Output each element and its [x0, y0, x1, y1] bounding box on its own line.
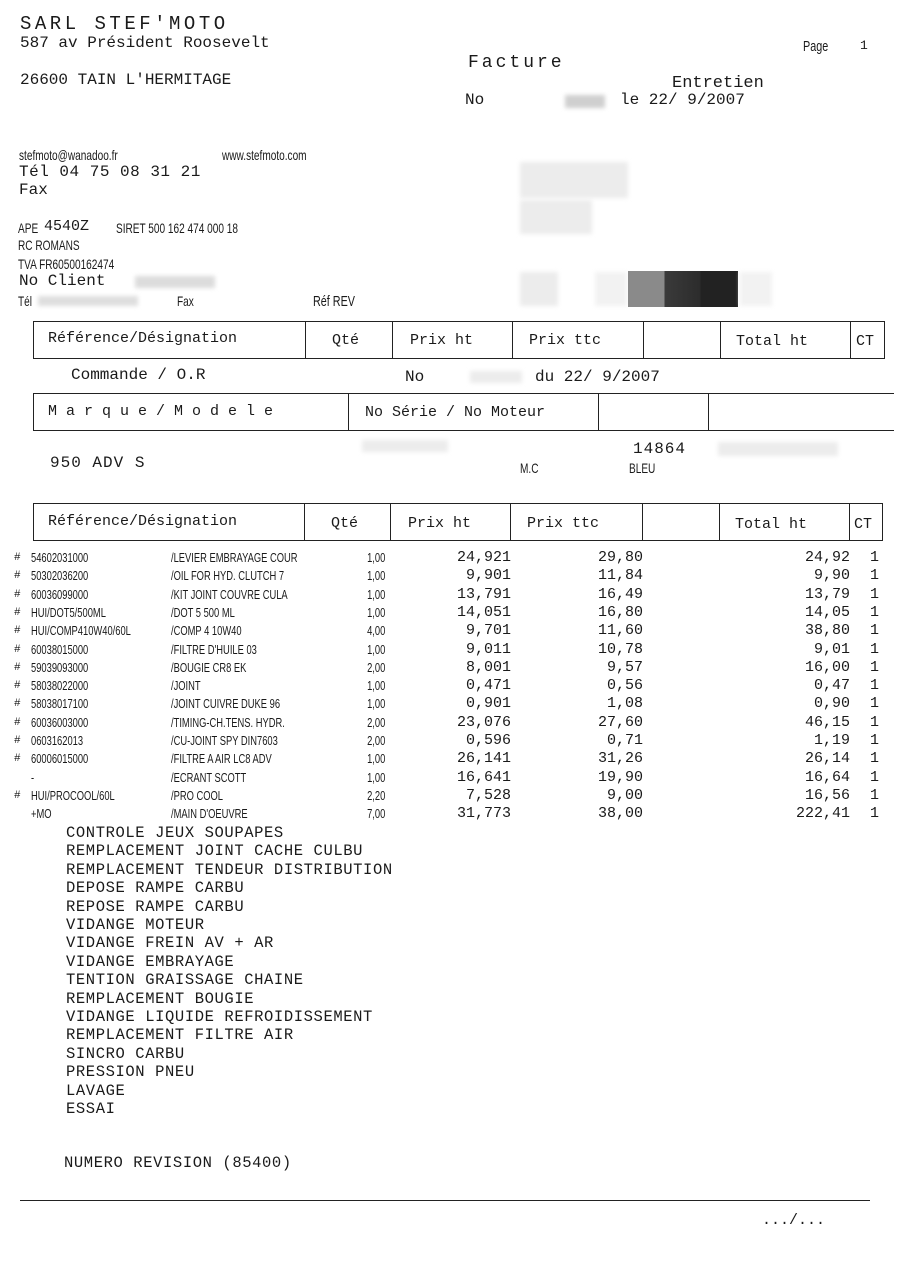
- row-mark: #: [14, 716, 21, 729]
- row-prix-ht: 23,076: [456, 713, 511, 731]
- row-total-ht: 24,92: [804, 549, 850, 566]
- client-no-redacted: [135, 276, 215, 288]
- row-mark: #: [14, 606, 21, 619]
- row-total-ht: 0,90: [813, 695, 850, 713]
- row-prix-ttc: 10,78: [597, 640, 643, 658]
- vehicle-model: 950 ADV S: [50, 454, 146, 472]
- row-mark: #: [14, 570, 21, 583]
- row-reference: 54602031000: [31, 550, 89, 565]
- company-name: SARL STEF'MOTO: [20, 13, 229, 35]
- operation-item: ESSAI: [66, 1100, 116, 1118]
- row-ct: 1: [870, 805, 880, 823]
- col-prix-ttc: Prix ttc: [529, 332, 602, 349]
- row-reference: 60006015000: [31, 751, 89, 767]
- row-total-ht: 13,79: [804, 585, 850, 603]
- client-address-redacted-2: [520, 200, 592, 234]
- row-reference: -: [31, 769, 35, 785]
- client-tel-label: Tél: [18, 293, 33, 309]
- row-ct: 1: [870, 549, 880, 566]
- row-mark: #: [14, 625, 21, 638]
- row-designation: /JOINT CUIVRE DUKE 96: [171, 696, 281, 712]
- row-ct: 1: [870, 622, 880, 640]
- vehicle-plate-redacted: [718, 442, 838, 456]
- lines-col-qte: Qté: [331, 515, 359, 532]
- row-prix-ttc: 1,08: [606, 695, 643, 713]
- client-fax-label: Fax: [177, 293, 194, 309]
- row-reference: 58038022000: [31, 678, 89, 694]
- invoice-title: Facture: [468, 53, 565, 73]
- table-row: [0, 659, 906, 677]
- row-prix-ttc: 38,00: [597, 805, 643, 823]
- operation-item: VIDANGE LIQUIDE REFROIDISSEMENT: [66, 1008, 373, 1026]
- row-ct: 1: [870, 658, 880, 676]
- company-rc: RC ROMANS: [18, 237, 80, 253]
- company-street: 587 av Président Roosevelt: [20, 34, 270, 52]
- row-prix-ttc: 31,26: [597, 750, 643, 768]
- operation-item: REMPLACEMENT FILTRE AIR: [66, 1026, 294, 1045]
- order-no-label: No: [405, 368, 425, 386]
- row-ct: 1: [870, 640, 880, 658]
- operation-item: PRESSION PNEU: [66, 1063, 195, 1082]
- row-designation: /BOUGIE CR8 EK: [171, 659, 247, 675]
- row-reference: HUI/DOT5/500ML: [31, 604, 106, 620]
- table-row: [0, 677, 906, 695]
- row-prix-ttc: 11,60: [597, 622, 643, 640]
- row-ct: 1: [870, 695, 880, 713]
- invoice-type: Entretien: [672, 74, 764, 93]
- lines-col-designation: Référence/Désignation: [48, 513, 238, 530]
- row-designation: /ECRANT SCOTT: [171, 769, 247, 785]
- row-mark: #: [14, 735, 21, 747]
- operation-item: LAVAGE: [66, 1081, 126, 1100]
- client-ref-label: Réf REV: [313, 293, 356, 310]
- row-total-ht: 16,64: [804, 768, 850, 786]
- row-mark: #: [14, 588, 21, 601]
- row-designation: /FILTRE A AIR LC8 ADV: [171, 751, 272, 767]
- row-designation: /FILTRE D'HUILE 03: [171, 641, 257, 657]
- row-prix-ttc: 16,49: [597, 585, 643, 603]
- invoice-date: le 22/ 9/2007: [620, 91, 745, 109]
- row-prix-ht: 0,471: [465, 677, 511, 695]
- row-mark: #: [14, 789, 21, 802]
- row-quantity: 2,20: [366, 787, 385, 803]
- row-total-ht: 16,00: [804, 658, 850, 676]
- row-total-ht: 9,01: [813, 640, 850, 658]
- row-total-ht: 26,14: [804, 750, 850, 768]
- invoice-no-label: No: [465, 91, 485, 109]
- table-row: [0, 567, 906, 585]
- lines-col-prix-ht: Prix ht: [408, 515, 472, 532]
- row-total-ht: 46,15: [804, 713, 850, 731]
- row-reference: 50302036200: [31, 568, 89, 584]
- client-name-redacted-3: [740, 272, 772, 306]
- operation-item: VIDANGE EMBRAYAGE: [66, 952, 235, 971]
- row-prix-ht: 9,901: [465, 567, 511, 585]
- row-mark: #: [14, 698, 21, 711]
- row-ct: 1: [870, 567, 880, 585]
- revision-number: NUMERO REVISION (85400): [64, 1154, 292, 1172]
- row-reference: 60038015000: [31, 641, 89, 657]
- row-total-ht: 16,56: [804, 786, 850, 804]
- row-quantity: 1,00: [366, 641, 385, 657]
- table-row: [0, 732, 906, 750]
- lines-col-ct: CT: [854, 516, 873, 533]
- row-designation: /TIMING-CH.TENS. HYDR.: [171, 714, 285, 730]
- row-ct: 1: [870, 677, 880, 695]
- vehicle-serial-redacted: [362, 440, 448, 452]
- row-quantity: 1,00: [366, 751, 385, 767]
- row-prix-ht: 24,921: [456, 549, 511, 566]
- row-quantity: 1,00: [366, 568, 385, 584]
- row-reference: 0603162013: [31, 733, 84, 748]
- table-row: [0, 714, 906, 732]
- row-reference: 58038017100: [31, 696, 89, 712]
- row-quantity: 4,00: [366, 623, 385, 639]
- row-reference: HUI/COMP410W40/60L: [31, 623, 131, 639]
- row-designation: /DOT 5 500 ML: [171, 604, 235, 620]
- operation-item: REMPLACEMENT TENDEUR DISTRIBUTION: [66, 860, 393, 879]
- row-designation: /LEVIER EMBRAYAGE COUR: [171, 550, 298, 565]
- client-no-label: No Client: [19, 272, 106, 290]
- row-mark: #: [14, 552, 21, 564]
- row-total-ht: 9,90: [813, 567, 850, 585]
- row-designation: /OIL FOR HYD. CLUTCH 7: [171, 568, 285, 584]
- col-prix-ht: Prix ht: [410, 332, 474, 349]
- row-reference: 60036099000: [31, 586, 89, 602]
- operation-item: TENTION GRAISSAGE CHAINE: [66, 971, 304, 990]
- row-prix-ttc: 19,90: [597, 768, 643, 786]
- row-quantity: 1,00: [366, 696, 385, 712]
- row-reference: +MO: [31, 806, 52, 822]
- row-ct: 1: [870, 750, 880, 768]
- client-tel-redacted: [38, 296, 138, 306]
- row-quantity: 1,00: [366, 586, 385, 602]
- col-qte: Qté: [332, 332, 360, 349]
- row-quantity: 1,00: [366, 769, 385, 785]
- row-quantity: 1,00: [366, 678, 385, 694]
- order-number-redacted: [470, 371, 522, 383]
- company-siret: SIRET 500 162 474 000 18: [116, 220, 238, 236]
- operation-item: REMPLACEMENT BOUGIE: [66, 989, 255, 1008]
- row-ct: 1: [870, 786, 880, 804]
- client-name-redacted-2: [595, 272, 627, 306]
- col-marque-modele: M a r q u e / M o d e l e: [48, 403, 274, 420]
- row-prix-ttc: 9,00: [606, 786, 643, 804]
- row-prix-ht: 26,141: [456, 750, 511, 768]
- row-designation: /PRO COOL: [171, 787, 224, 803]
- row-prix-ht: 16,641: [456, 768, 511, 786]
- row-designation: /CU-JOINT SPY DIN7603: [171, 733, 278, 748]
- table-row: [0, 586, 906, 604]
- col-designation: Référence/Désignation: [48, 330, 238, 347]
- invoice-number-redacted: [565, 95, 605, 108]
- company-fax-label: Fax: [19, 181, 48, 199]
- row-ct: 1: [870, 603, 880, 621]
- order-date: du 22/ 9/2007: [535, 368, 660, 386]
- order-label: Commande / O.R: [71, 366, 206, 384]
- row-prix-ttc: 29,80: [597, 549, 643, 566]
- row-quantity: 1,00: [366, 604, 385, 620]
- lines-col-prix-ttc: Prix ttc: [527, 515, 600, 532]
- table-row: [0, 805, 906, 823]
- row-reference: 60036003000: [31, 714, 89, 730]
- row-prix-ttc: 9,57: [606, 658, 643, 676]
- page-label: Page: [803, 38, 829, 55]
- vehicle-color: BLEU: [629, 460, 656, 476]
- row-mark: #: [14, 643, 21, 656]
- company-website: www.stefmoto.com: [222, 147, 307, 163]
- row-prix-ht: 14,051: [456, 603, 511, 621]
- row-ct: 1: [870, 732, 880, 749]
- row-total-ht: 14,05: [804, 603, 850, 621]
- row-mark: #: [14, 753, 21, 766]
- row-prix-ht: 31,773: [456, 805, 511, 823]
- lines-col-total-ht: Total ht: [735, 516, 808, 533]
- row-prix-ht: 9,011: [465, 640, 511, 658]
- row-quantity: 1,00: [366, 550, 385, 565]
- row-reference: 59039093000: [31, 659, 89, 675]
- ape-label: APE: [18, 220, 39, 236]
- row-prix-ttc: 0,71: [606, 732, 643, 749]
- ape-code: 4540Z: [44, 218, 90, 235]
- operation-item: REPOSE RAMPE CARBU: [66, 897, 245, 916]
- row-quantity: 2,00: [366, 714, 385, 730]
- page-number: 1: [860, 38, 868, 53]
- vehicle-number: 14864: [633, 440, 687, 458]
- row-prix-ttc: 27,60: [597, 713, 643, 731]
- operation-item: VIDANGE MOTEUR: [66, 916, 205, 934]
- row-prix-ttc: 16,80: [597, 603, 643, 621]
- table-row: [0, 695, 906, 713]
- row-quantity: 2,00: [366, 733, 385, 748]
- client-address-redacted: [520, 162, 628, 198]
- row-prix-ht: 0,596: [465, 732, 511, 749]
- row-mark: #: [14, 680, 21, 693]
- operation-item: SINCRO CARBU: [66, 1044, 185, 1063]
- company-city: 26600 TAIN L'HERMITAGE: [20, 71, 232, 89]
- continuation-mark: .../...: [762, 1212, 826, 1229]
- client-name-redacted: [520, 272, 558, 306]
- row-mark: #: [14, 661, 21, 674]
- table-row: [0, 750, 906, 768]
- table-row: [0, 549, 906, 567]
- row-prix-ht: 7,528: [465, 786, 511, 804]
- row-total-ht: 38,80: [804, 622, 850, 640]
- row-designation: /COMP 4 10W40: [171, 623, 242, 639]
- row-prix-ht: 13,791: [456, 585, 511, 603]
- row-prix-ht: 0,901: [465, 695, 511, 713]
- row-ct: 1: [870, 713, 880, 731]
- row-quantity: 7,00: [366, 806, 385, 822]
- operation-item: REMPLACEMENT JOINT CACHE CULBU: [66, 842, 364, 861]
- client-name-redacted-dark: [628, 271, 738, 307]
- table-row: [0, 622, 906, 640]
- table-row: [0, 604, 906, 622]
- row-designation: /JOINT: [171, 678, 201, 694]
- company-tva: TVA FR60500162474: [18, 256, 115, 272]
- row-quantity: 2,00: [366, 659, 385, 675]
- row-ct: 1: [870, 768, 880, 786]
- row-prix-ht: 9,701: [465, 622, 511, 640]
- table-row: [0, 787, 906, 805]
- row-designation: /MAIN D'OEUVRE: [171, 806, 248, 822]
- col-ct: CT: [856, 333, 875, 350]
- operation-item: VIDANGE FREIN AV + AR: [66, 934, 274, 953]
- table-row: [0, 769, 906, 787]
- col-total-ht: Total ht: [736, 333, 809, 350]
- row-prix-ttc: 11,84: [597, 567, 643, 585]
- row-prix-ttc: 0,56: [606, 677, 643, 695]
- row-reference: HUI/PROCOOL/60L: [31, 787, 115, 803]
- operation-item: DEPOSE RAMPE CARBU: [66, 879, 245, 898]
- operation-item: CONTROLE JEUX SOUPAPES: [66, 824, 284, 842]
- footer-divider: [20, 1200, 870, 1201]
- col-serie-moteur: No Série / No Moteur: [365, 404, 546, 421]
- row-designation: /KIT JOINT COUVRE CULA: [171, 586, 288, 602]
- row-total-ht: 222,41: [795, 805, 850, 823]
- row-total-ht: 0,47: [813, 677, 850, 695]
- company-phone: Tél 04 75 08 31 21: [19, 163, 201, 181]
- row-total-ht: 1,19: [813, 732, 850, 749]
- row-ct: 1: [870, 585, 880, 603]
- row-prix-ht: 8,001: [465, 658, 511, 676]
- vehicle-mc: M.C: [520, 460, 539, 476]
- company-email: stefmoto@wanadoo.fr: [19, 147, 118, 163]
- table-row: [0, 641, 906, 659]
